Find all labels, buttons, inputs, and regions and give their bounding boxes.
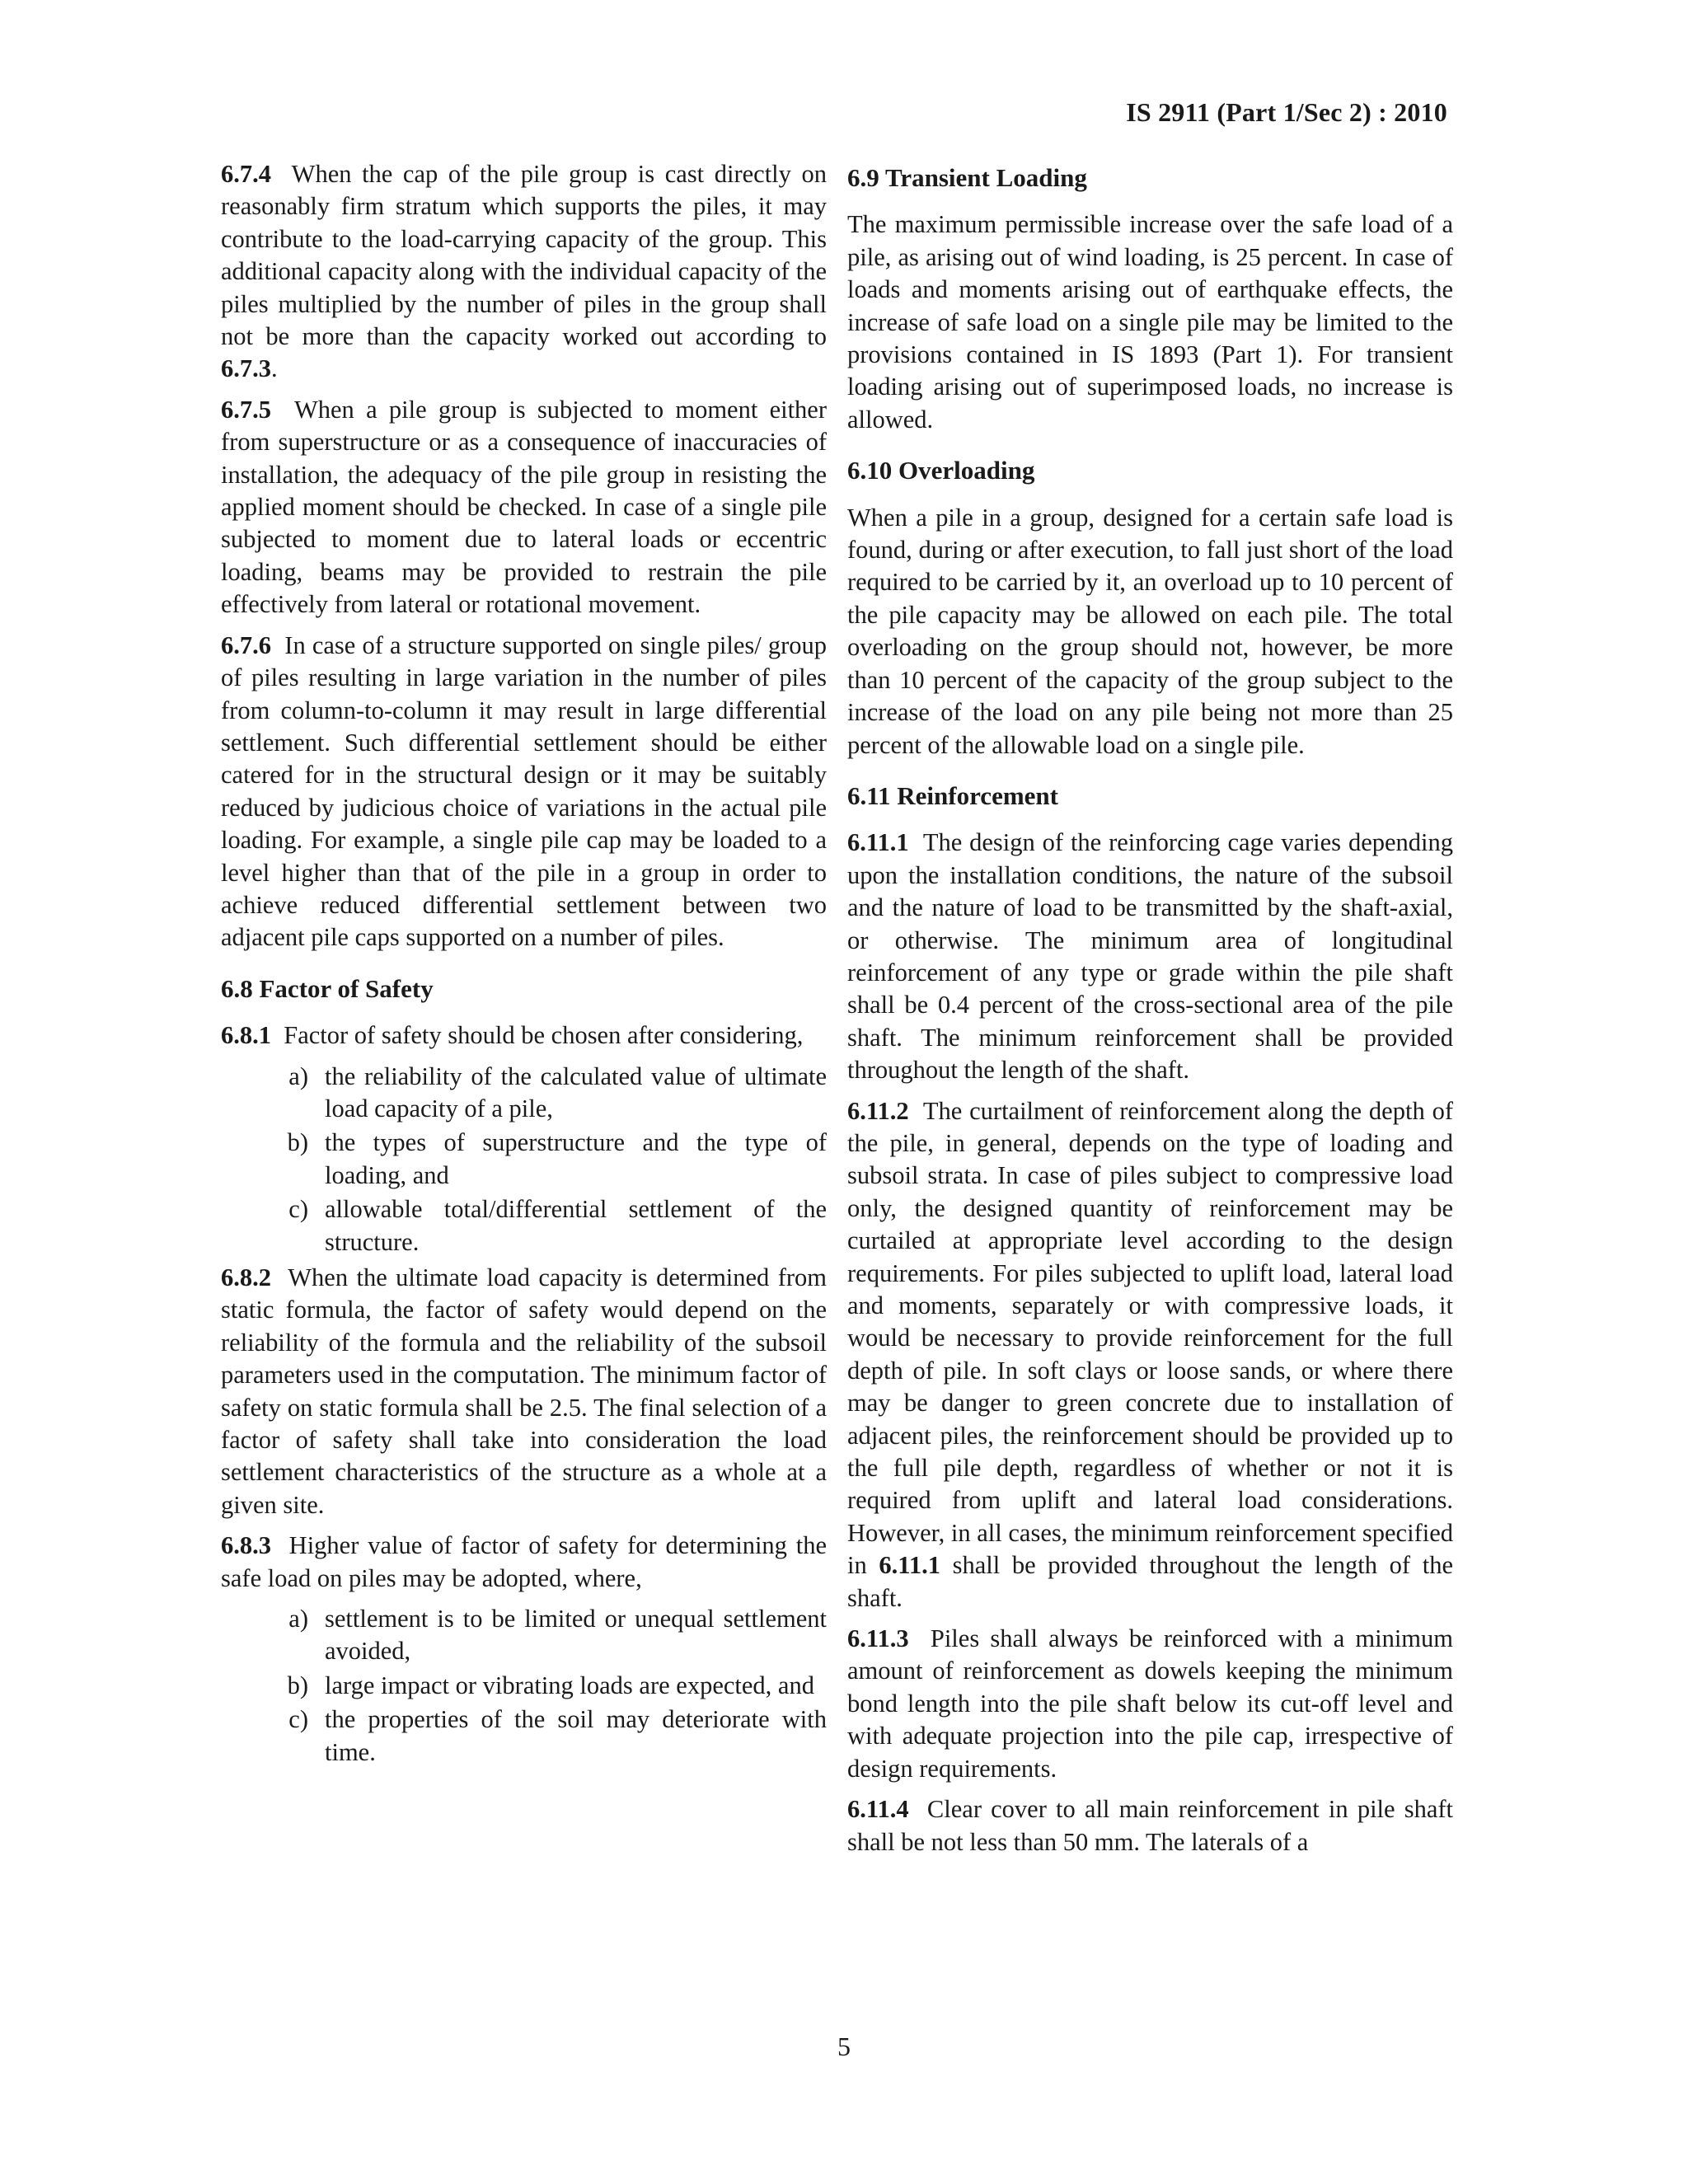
clause-number: 6.7.5 (221, 395, 271, 424)
list-item (221, 1670, 827, 1702)
document-header: IS 2911 (Part 1/Sec 2) : 2010 (1126, 97, 1447, 127)
list-item-label: a) (288, 1062, 308, 1090)
clause-6-9: The maximum permissible increase over the safe load of a pile, as arising out of wind loading, is 25 percent. In case of loads and moments arising out of earthquake effects, the increase of safe load on a single pile may be limited to the provisions contained in IS 1893 (Part 1). For transient loading arising out of superimposed loads, no increase is allowed. (847, 210, 1453, 434)
list-item-text: the reliability of the calculated value of ultimate load capacity of a pile, (325, 1062, 827, 1122)
clause-text: Clear cover to all main reinforcement in pile shaft shall be not less than 50 mm. The laterals of a (847, 1795, 1454, 1856)
section-heading-6-8: 6.8 Factor of Safety (221, 973, 434, 1003)
left-column (221, 158, 827, 1772)
clause-6-11-2 (847, 1095, 1453, 1615)
clause-number: 6.7.4 (221, 160, 271, 188)
list-item-label: c) (288, 1705, 308, 1734)
clause-number: 6.7.6 (221, 630, 271, 659)
clause-text: When the ultimate load capacity is determined from static formula, the factor of safety would depend on the reliability of the formula and the reliability of the subsoil parameters used in the computation. The minimum factor of safety on static formula shall be 2.5. The final selection of a factor of safety shall take into consideration the load settlement characteristics of the structure as a whole at a given site. (221, 1263, 827, 1519)
list-item-text: large impact or vibrating loads are expected, and (325, 1671, 814, 1699)
clause-6-7-4 (221, 158, 827, 386)
clause-number: 6.11.3 (847, 1624, 909, 1653)
clause-number: 6.11.2 (847, 1096, 909, 1125)
list-item (221, 1127, 827, 1192)
list-item (221, 1603, 827, 1668)
clause-end: . (271, 354, 278, 383)
clause-text: In case of a structure supported on single piles/ group of piles resulting in large variation in the number of piles from column-to-column it may result in large differential settlement. Such differential settlement should be either catered for in the structural design or it may be suitably reduced by judicious choice of variations in the actual pile loading. For example, a single pile cap may be loaded to a level higher than that of the pile in a group in order to achieve reduced differential settlement between two adjacent pile caps supported on a number of piles. (221, 630, 828, 952)
list-item-label: b) (287, 1128, 308, 1157)
clause-text: When the cap of the pile group is cast directly on reasonably firm stratum which supports the piles, it may contribute to the load-carrying capacity of the group. This additional capacity along with the individual capacity of the piles multiplied by the number of piles in the group shall not be more than the capacity worked out according to (221, 160, 828, 351)
clause-text: Factor of safety should be chosen after considering, (284, 1021, 804, 1050)
page-number: 5 (837, 2032, 851, 2061)
clause-6-11-1 (847, 827, 1453, 1086)
clause-text: Piles shall always be reinforced with a minimum amount of reinforcement as dowels keeping the minimum bond length into the pile shaft below its cut-off level and with adequate projection into the pile cap, irrespective of design requirements. (847, 1624, 1453, 1783)
list-item-label: c) (288, 1195, 308, 1224)
clause-6-10: When a pile in a group, designed for a certain safe load is found, during or after execution, to fall just short of the load required to be carried by it, an overload up to 10 percent of the pile capacity may be allowed on each pile. The total overloading on the group should not, however, be more than 10 percent of the capacity of the group subject to the increase of the load on any pile being not more than 25 percent of the allowable load on a single pile. (847, 503, 1453, 759)
clause-text: The design of the reinforcing cage varies depending upon the installation conditions, the nature of the subsoil and the nature of load to be transmitted by the shaft-axial, or otherwise. The minimum area of longitudinal reinforcement of any type or grade within the pile shaft shall be 0.4 percent of the cross-sectional area of the pile shaft. The minimum reinforcement shall be provided throughout the length of the shaft. (847, 828, 1453, 1085)
clause-number: 6.11.1 (847, 828, 909, 857)
clause-number: 6.8.1 (221, 1021, 271, 1050)
clause-6-8-2 (221, 1262, 827, 1521)
clause-6-11-4 (847, 1793, 1453, 1858)
section-heading-6-11: 6.11 Reinforcement (847, 780, 1058, 810)
clause-6-8-3 (221, 1530, 827, 1595)
clause-number: 6.8.3 (221, 1531, 271, 1560)
list-item-text: settlement is to be limited or unequal settlement avoided, (325, 1605, 827, 1666)
clause-6-7-6 (221, 630, 827, 954)
clause-text: Higher value of factor of safety for determining the safe load on piles may be adopted, where, (221, 1531, 828, 1592)
clause-6-8-1 (221, 1019, 827, 1052)
list-item-label: b) (287, 1671, 308, 1699)
list-item-text: the properties of the soil may deteriorate with time. (325, 1705, 827, 1766)
clause-reference: 6.7.3 (221, 354, 271, 383)
list-6-8-3 (221, 1603, 827, 1769)
clause-text: The curtailment of reinforcement along the depth of the pile, in general, depends on the type of loading and subsoil strata. In case of piles subject to compressive load only, the designed quantity of reinforcement may be curtailed at appropriate level according to the design requirements. For piles subjected to uplift load, lateral load and moments, separately or with compressive loads, it would be necessary to provide reinforcement for the full depth of pile. In soft clays or loose sands, or where there may be danger to green concrete due to installation of adjacent piles, the reinforcement should be provided up to the full pile depth, regardless of whether or not it is required from uplift and lateral load considerations. However, in all cases, the minimum reinforcement specified in (847, 1096, 1453, 1580)
section-heading-6-9: 6.9 Transient Loading (847, 163, 1087, 192)
clause-reference: 6.11.1 (879, 1551, 940, 1580)
clause-text: When a pile group is subjected to moment either from superstructure or as a consequence of inaccuracies of installation, the adequacy of the pile group in resisting the applied moment should be checked. In case of a single pile subjected to moment due to lateral loads or eccentric loading, beams may be provided to restrain the pile effectively from lateral or rotational movement. (221, 395, 827, 619)
right-column (847, 158, 1453, 1867)
list-item (221, 1061, 827, 1126)
list-item-label: a) (288, 1605, 308, 1633)
list-item (221, 1193, 827, 1258)
clause-end: shall be provided throughout the length of the shaft. (847, 1551, 1453, 1612)
list-item-text: the types of superstructure and the type of loading, and (325, 1128, 827, 1189)
clause-6-11-3 (847, 1623, 1453, 1785)
clause-number: 6.11.4 (847, 1795, 909, 1824)
clause-6-7-5 (221, 394, 827, 621)
clause-number: 6.8.2 (221, 1263, 271, 1291)
list-6-8-1 (221, 1061, 827, 1258)
section-heading-6-10: 6.10 Overloading (847, 456, 1035, 485)
list-item-text: allowable total/differential settlement of the structure. (325, 1195, 827, 1256)
list-item (221, 1704, 827, 1769)
